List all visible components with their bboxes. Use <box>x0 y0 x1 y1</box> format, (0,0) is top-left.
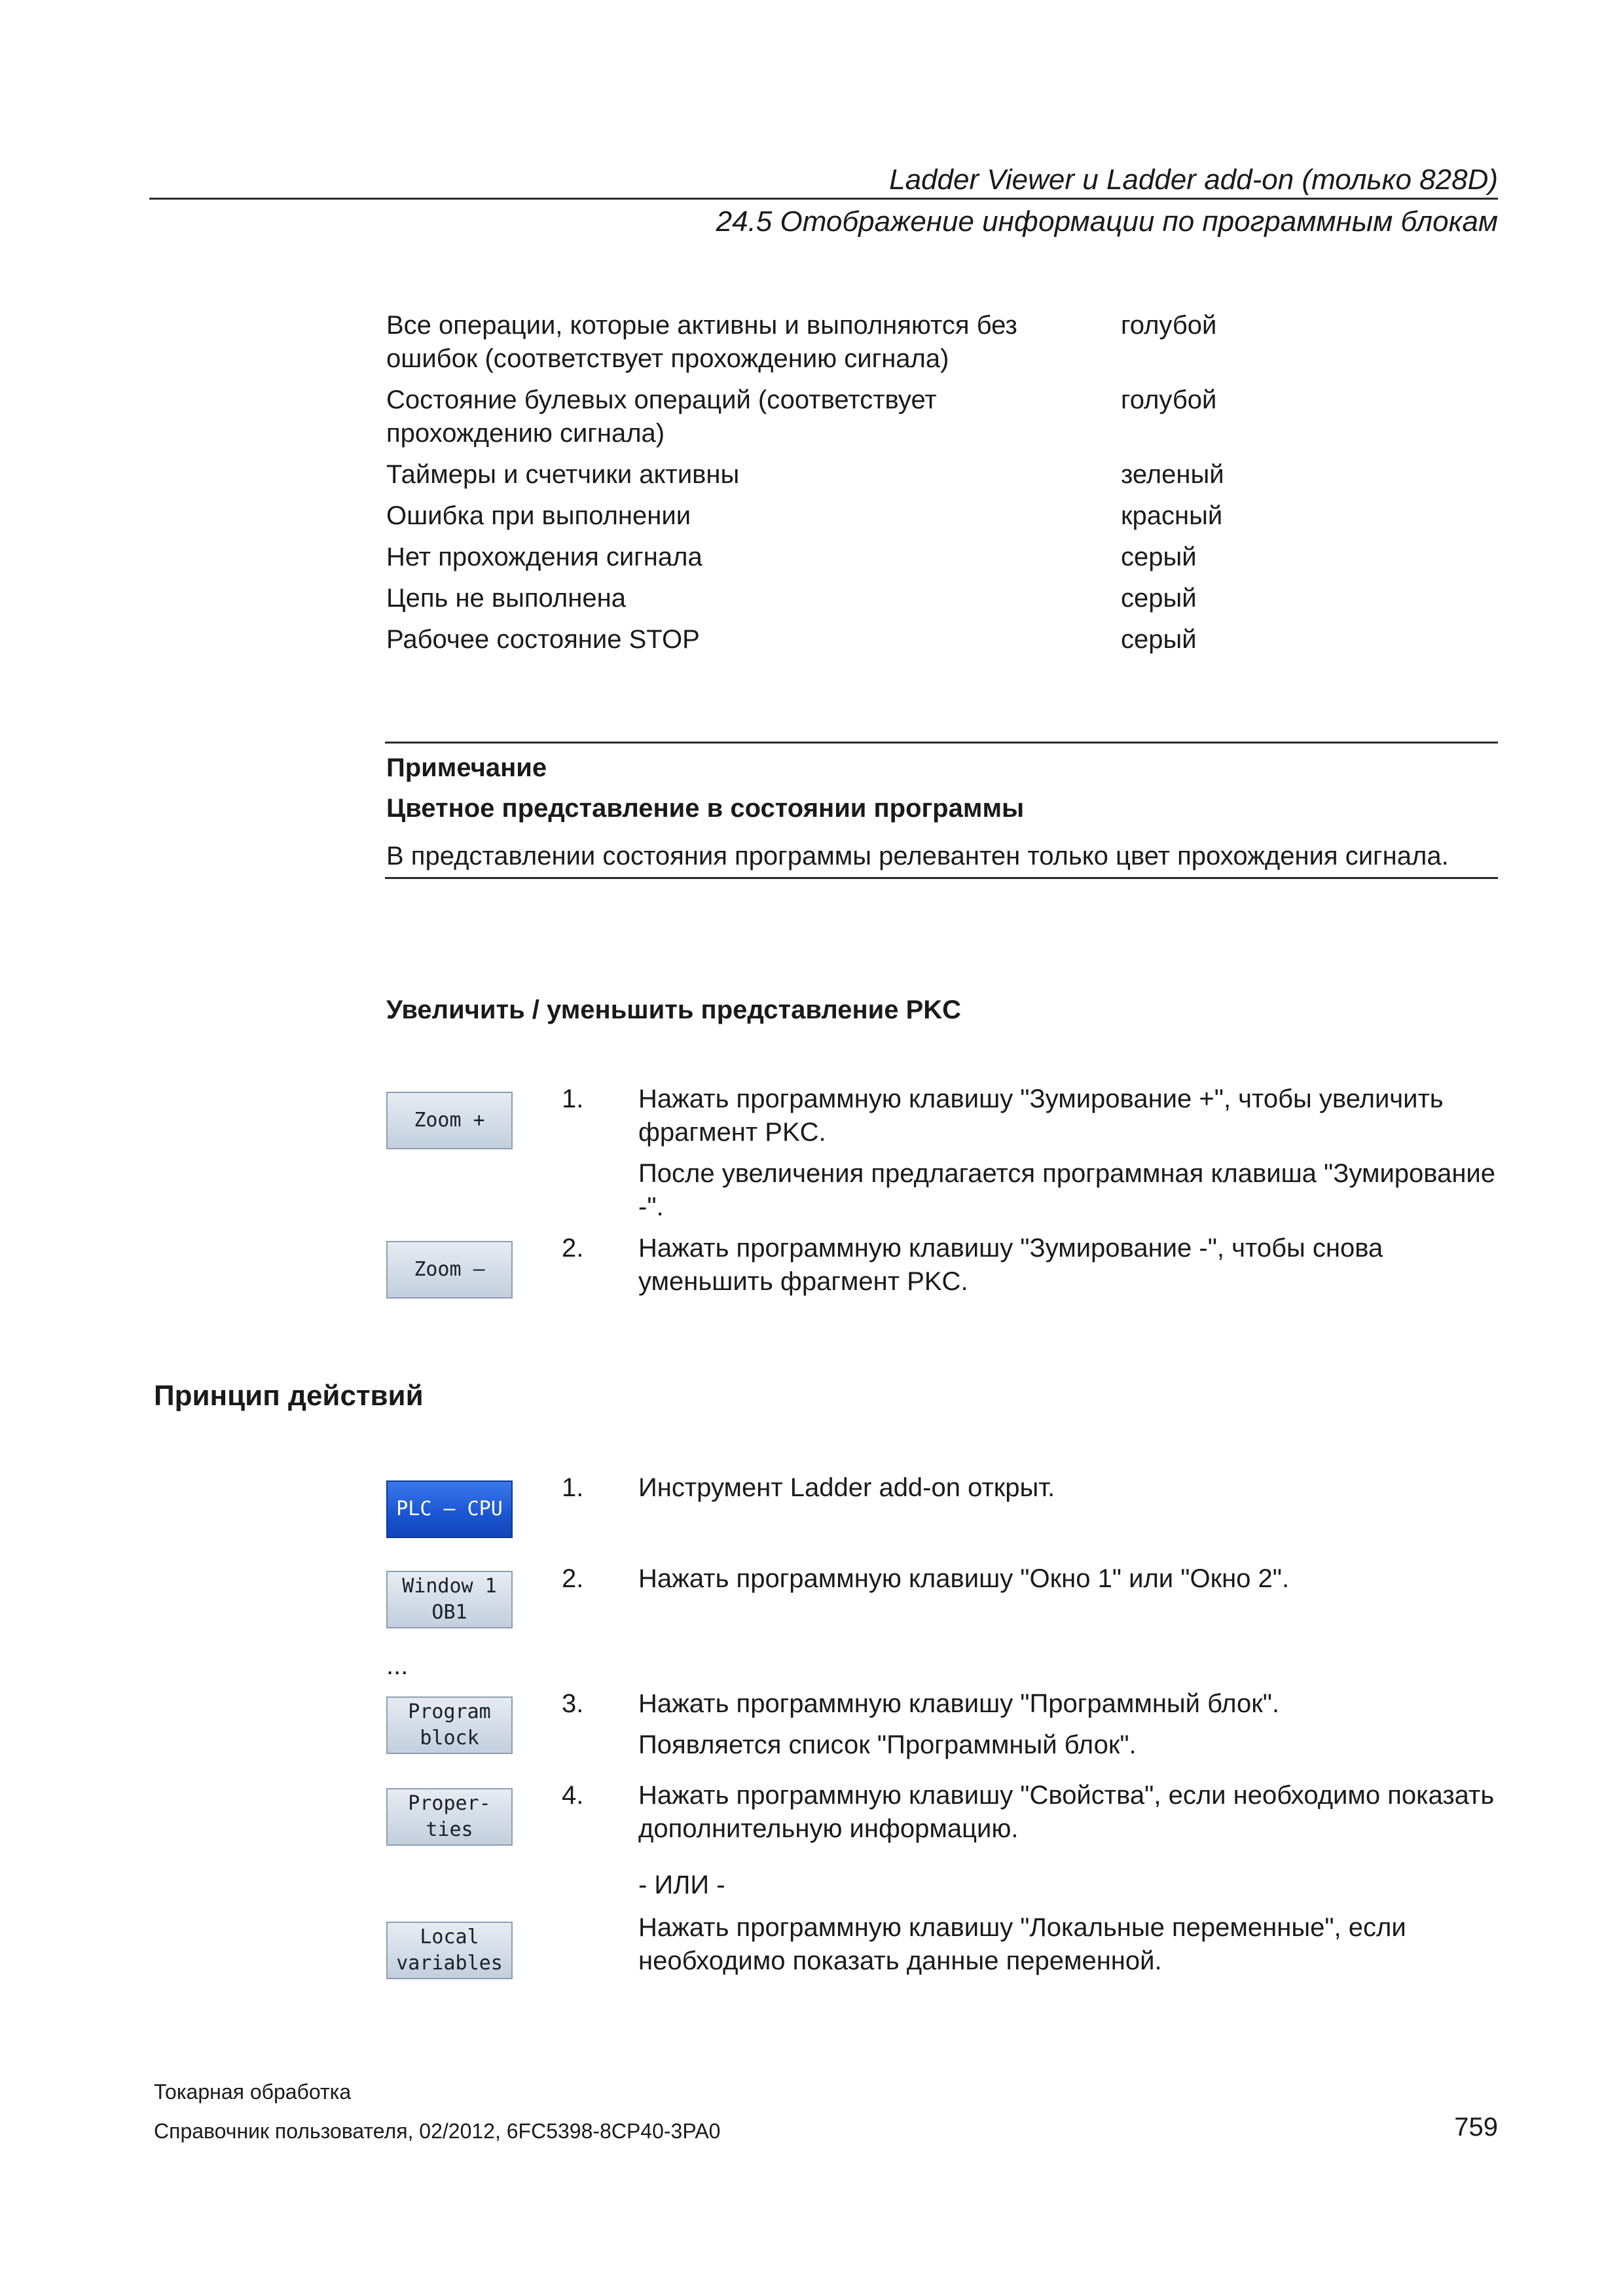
step-text: Нажать программную клавишу "Программный блок". <box>638 1689 1280 1718</box>
status-color: серый <box>1121 584 1197 613</box>
step-text: Нажать программную клавишу "Зумирование +", чтобы увеличить фрагмент PKC. <box>638 1085 1444 1147</box>
window1-ob1-softkey[interactable]: Window 1 OB1 <box>386 1571 513 1628</box>
status-color: серый <box>1121 625 1197 654</box>
step-number: 1. <box>562 1085 584 1113</box>
step-text: Инструмент Ladder add-on открыт. <box>638 1473 1055 1502</box>
step-text: Нажать программную клавишу "Свойства", если необходимо показать дополнительную информацию. <box>638 1781 1495 1843</box>
step-number: 2. <box>562 1234 584 1263</box>
status-label: Ошибка при выполнении <box>386 501 691 530</box>
running-header-section: 24.5 Отображение информации по программным блокам <box>716 206 1498 238</box>
local-variables-softkey[interactable]: Local variables <box>386 1922 513 1979</box>
step-number: 4. <box>562 1781 584 1810</box>
note-text: В представлении состояния программы релевантен только цвет прохождения сигнала. <box>386 842 1449 870</box>
principle-heading: Принцип действий <box>154 1380 424 1412</box>
step-extra-text: Появляется список "Программный блок". <box>638 1731 1137 1759</box>
note-top-rule <box>385 742 1498 744</box>
step-number: 3. <box>562 1689 584 1718</box>
page-number: 759 <box>1454 2113 1498 2142</box>
status-color: зеленый <box>1121 460 1224 489</box>
status-label: Рабочее состояние STOP <box>386 625 700 654</box>
status-label: Состояние булевых операций (соответствует прохождению сигнала) <box>386 386 937 448</box>
status-label: Таймеры и счетчики активны <box>386 460 740 489</box>
status-color: голубой <box>1121 386 1217 414</box>
step-text: Нажать программную клавишу "Окно 1" или "Окно 2". <box>638 1564 1290 1593</box>
step-text: Нажать программную клавишу "Зумирование -", чтобы снова уменьшить фрагмент PKC. <box>638 1234 1383 1296</box>
running-header-title: Ladder Viewer и Ladder add-on (только 828D) <box>889 164 1498 196</box>
footer-line1: Токарная обработка <box>154 2080 352 2104</box>
program-block-softkey[interactable]: Program block <box>386 1696 513 1754</box>
zoom-out-softkey[interactable]: Zoom – <box>386 1241 513 1299</box>
status-label: Нет прохождения сигнала <box>386 543 702 571</box>
step-alt-text: Нажать программную клавишу "Локальные переменные", если необходимо показать данные переменной. <box>638 1913 1406 1975</box>
header-divider <box>149 198 1498 200</box>
plc-cpu-softkey[interactable]: PLC – CPU <box>386 1480 513 1538</box>
properties-softkey[interactable]: Proper- ties <box>386 1788 513 1846</box>
ellipsis: ... <box>386 1651 409 1680</box>
status-color: серый <box>1121 543 1197 571</box>
note-bottom-rule <box>385 877 1498 879</box>
status-color: красный <box>1121 501 1223 530</box>
step-number: 1. <box>562 1473 584 1502</box>
note-subheading: Цветное представление в состоянии программы <box>386 794 1025 823</box>
step-number: 2. <box>562 1564 584 1593</box>
status-label: Все операции, которые активны и выполняются без ошибок (соответствует прохождению сигнала) <box>386 311 1017 373</box>
footer-line2: Справочник пользователя, 02/2012, 6FC5398-8CP40-3PA0 <box>154 2119 721 2143</box>
zoom-section-heading: Увеличить / уменьшить представление PKC <box>386 996 962 1024</box>
note-heading: Примечание <box>386 753 547 782</box>
or-separator: - ИЛИ - <box>638 1871 725 1899</box>
status-color: голубой <box>1121 311 1217 340</box>
step-extra-text: После увеличения предлагается программная клавиша "Зумирование -". <box>638 1159 1496 1221</box>
zoom-in-softkey[interactable]: Zoom + <box>386 1092 513 1149</box>
status-label: Цепь не выполнена <box>386 584 626 613</box>
